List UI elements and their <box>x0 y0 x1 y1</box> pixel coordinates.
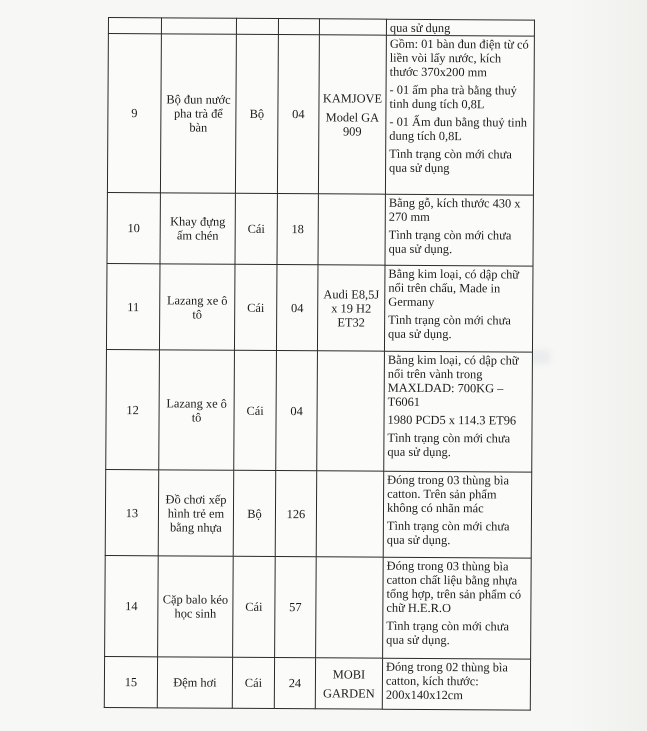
cell-description <box>384 265 533 352</box>
cell-stt: 11 <box>106 263 160 349</box>
table-row <box>105 469 532 558</box>
cell-unit: Cái <box>233 556 276 657</box>
cell-description <box>386 19 534 36</box>
description-line: - 01 ấm pha trà bằng thuỷ tinh dung tích 0,8L <box>389 82 517 112</box>
description-line: Gồm: 01 bàn đun điện từ có liền vòi lấy nước, kích thước 370x200 mm <box>389 36 529 80</box>
model-line: MOBI <box>332 666 366 682</box>
cell-model <box>317 265 385 351</box>
description-line: Tình trạng còn mới chưa qua sử dụng. <box>388 227 512 257</box>
cell-model <box>315 658 382 709</box>
inventory-table <box>104 17 535 711</box>
description-line: Tình trạng còn mới chưa qua sử dụng. <box>387 430 511 460</box>
cell-name: Lazang xe ô tô <box>159 350 235 470</box>
cell-unit: Cái <box>232 657 274 708</box>
description-line: Tình trạng còn mới chưa qua sử dụng. <box>388 312 511 342</box>
model-line: KAMJOVE <box>322 90 383 106</box>
description-line: Bằng gỗ, kích thước 430 x 270 mm <box>388 195 521 224</box>
cell-qty: 04 <box>277 35 319 194</box>
description-line: Tình trạng còn mới chưa qua sử dụng. <box>386 518 510 548</box>
table-row <box>104 656 530 710</box>
description-line: Bằng kim loại, có dập chữ nổi trên vành trong MAXLDAD: 700KG – T6061 <box>387 352 519 409</box>
table-row <box>106 263 533 352</box>
cell-stt <box>108 18 161 34</box>
description-line: Bằng kim loại, có dập chữ nổi trên chấu, Made in Germany <box>388 266 520 309</box>
description-line: Đóng trong 03 thùng bìa catton chất liệu bằng nhựa tổng hợp, trên sản phẩm có chữ H.E.R.O <box>386 558 522 616</box>
cell-qty: 18 <box>277 194 318 265</box>
cell-unit: Cái <box>234 264 277 350</box>
cell-unit: Cái <box>235 193 277 264</box>
cell-qty: 04 <box>276 265 318 351</box>
cell-description <box>385 194 533 266</box>
cell-description <box>383 471 532 558</box>
model-line: Audi E8,5J x 19 H2 ET32 <box>323 286 380 330</box>
cell-qty: 24 <box>274 658 315 709</box>
cell-stt: 14 <box>105 555 159 656</box>
cell-stt: 12 <box>106 349 160 469</box>
table-row <box>107 34 534 196</box>
table-row <box>107 192 533 266</box>
model-line: Model GA 909 <box>325 109 380 139</box>
cell-unit: Cái <box>234 350 277 470</box>
cell-name: Đồ chơi xếp hình trẻ em bằng nhựa <box>158 470 234 556</box>
cell-model <box>319 19 386 35</box>
cell-name <box>161 18 236 34</box>
cell-model <box>317 351 385 471</box>
table-row <box>106 349 533 472</box>
description-line: 1980 PCD5 x 114.3 ET96 <box>387 412 517 428</box>
description-line: Đóng trong 03 thùng bìa catton. Trên sản phẩm không có nhãn mác <box>386 472 510 516</box>
cell-unit <box>236 18 278 34</box>
cell-stt: 10 <box>107 192 160 263</box>
cell-stt: 13 <box>105 469 159 555</box>
cell-name: Bộ đun nước pha trà để bàn <box>160 34 236 193</box>
description-line: Đóng trong 02 thùng bìa catton, kích thước: 200x140x12cm <box>385 659 508 703</box>
cell-description <box>385 35 534 195</box>
cell-description <box>383 557 532 659</box>
cell-name: Khay đựng ấm chén <box>160 193 235 264</box>
description-line: Tình trạng còn mới chưa qua sử dụng. <box>386 618 510 648</box>
model-line: GARDEN <box>323 685 375 701</box>
cell-description <box>384 351 533 472</box>
cell-unit: Bộ <box>235 34 278 193</box>
cell-stt: 15 <box>104 656 157 707</box>
cell-qty <box>278 19 319 35</box>
cell-name: Cặp balo kéo học sinh <box>158 556 234 657</box>
description-line: Tình trạng còn mới chưa qua sử dụng <box>389 146 512 176</box>
cell-qty: 57 <box>275 557 317 658</box>
cell-stt: 9 <box>107 34 161 193</box>
cell-name: Đệm hơi <box>157 657 232 708</box>
cell-model <box>316 557 384 658</box>
cell-qty: 126 <box>275 471 317 557</box>
cell-model <box>318 194 385 265</box>
cell-unit: Bộ <box>233 470 276 556</box>
table-row <box>105 555 532 659</box>
cell-name: Lazang xe ô tô <box>159 264 235 350</box>
cell-model <box>318 35 386 194</box>
description-line: - 01 Ấm đun bằng thuỷ tinh dung tích 0,8L <box>389 114 528 144</box>
description-line: qua sử dụng <box>389 20 451 36</box>
cell-qty: 04 <box>276 351 318 471</box>
cell-model <box>316 471 384 557</box>
cell-description <box>382 658 530 710</box>
page-edge-shading <box>567 0 647 731</box>
